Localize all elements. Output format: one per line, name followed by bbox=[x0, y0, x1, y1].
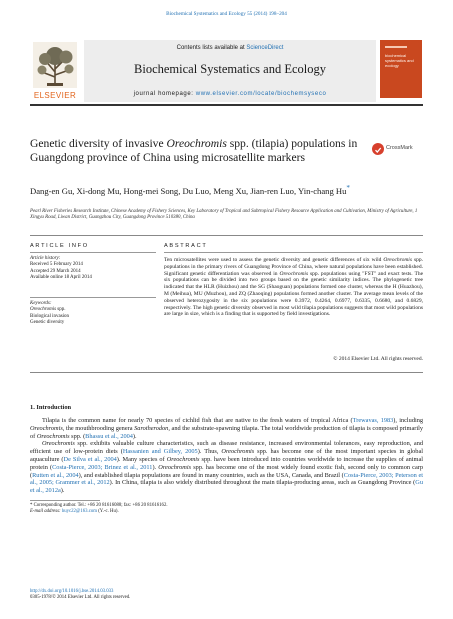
introduction-heading: 1. Introduction bbox=[30, 404, 72, 411]
citation-link[interactable]: Gu et al., 2012a bbox=[30, 479, 423, 495]
text: ). bbox=[60, 487, 65, 495]
citation-link[interactable]: Costa-Pierce, 2003; Brinez et al., 2011 bbox=[52, 463, 153, 471]
email-link[interactable]: huyc22@163.com bbox=[61, 509, 98, 514]
citation-link[interactable]: Bhassu et al., 2004 bbox=[85, 432, 133, 440]
cover-text: biochemical systematics and ecology bbox=[385, 53, 414, 68]
keyword-item: Genetic diversity bbox=[30, 319, 65, 325]
masthead-rule bbox=[30, 104, 423, 106]
citation-link[interactable]: Trewavas, 1983 bbox=[352, 417, 394, 424]
keywords-label: Keywords: bbox=[30, 301, 52, 306]
text: ). Thus, bbox=[197, 448, 222, 456]
genus: Oreochromis bbox=[36, 432, 70, 440]
introduction-body bbox=[30, 417, 423, 495]
text: , the mouthbrooding genera bbox=[62, 424, 135, 432]
citation-link[interactable]: De Silva et al., 2004 bbox=[63, 455, 117, 463]
genus: Oreochromis bbox=[30, 424, 63, 432]
footnote bbox=[30, 503, 423, 515]
text: spp. ( bbox=[69, 432, 86, 440]
article-info-heading: ARTICLE INFO bbox=[30, 243, 89, 249]
text: ). In China, tilapia is also widely distributed throughout the main tilapia-producing areas, such as Guangdong Province ( bbox=[109, 479, 416, 487]
email-suffix: (Y.-c. Hu). bbox=[97, 509, 119, 514]
sciencedirect-link[interactable]: ScienceDirect bbox=[246, 45, 284, 51]
doi-link[interactable]: http://dx.doi.org/10.1016/j.bse.2014.03.033 bbox=[30, 589, 114, 594]
keywords bbox=[30, 301, 156, 326]
crossmark-button[interactable] bbox=[372, 142, 422, 156]
email-line bbox=[30, 509, 423, 515]
history-online: Available online 18 April 2014 bbox=[30, 274, 92, 280]
elsevier-logo[interactable] bbox=[30, 40, 80, 102]
abstract-genus-1: Oreochromis bbox=[383, 257, 412, 263]
text: ). bbox=[152, 463, 159, 471]
citation-link[interactable]: Costa-Pierce, 2003; Peterson et al., 2005; Grammer et al., 2012 bbox=[30, 471, 423, 487]
authors-text: Dang-en Gu, Xi-dong Mu, Hong-mei Song, Du Luo, Meng Xu, Jian-ren Luo, Yin-chang Hu bbox=[30, 185, 347, 196]
genus: Oreochromis bbox=[166, 455, 200, 463]
text: spp. has become one of the most important species in global aquaculture ( bbox=[30, 448, 423, 463]
abstract-genus-2: Oreochromis bbox=[279, 270, 309, 277]
affiliation: Pearl River Fisheries Research Institute, Chinese Academy of Fishery Sciences, Key Laboratory of Tropical and Subtropical Fishery Resource Application and Cultivation, Ministry of Agriculture, 1 Xingyu Road, Liwan District, Guangzhou City, Guangdong Province 510380, China bbox=[30, 209, 418, 221]
keyword-rest: spp. bbox=[56, 307, 66, 313]
homepage-link[interactable]: www.elsevier.com/locate/biochemsyseco bbox=[195, 91, 327, 97]
title-part2: spp. (tilapia) populations in Guangdong province of China using microsatellite markers bbox=[30, 137, 358, 165]
text: spp. have been introduced into countries worldwide to increase the supplies of animal protein ( bbox=[30, 455, 423, 471]
text: ), and established tilapia populations are found in many countries, such as the USA, Canada, and Brazil ( bbox=[78, 471, 344, 479]
article-info-rule bbox=[30, 252, 156, 253]
issn-line: 0305-1978/© 2014 Elsevier Ltd. All rights reserved. bbox=[30, 595, 131, 600]
text: ), including bbox=[393, 417, 424, 424]
keywords-rule bbox=[30, 297, 156, 298]
abstract-s3: spp. populations using "FST" and exact tests. The six populations can be divided into two groups based on the genetic similarity indices. The phylogenetic tree indicated that the HLR (Huizhou) and the SG (Shaoguan) populations formed one cluster, whereas the H (Huazhou), M (Meihua), MU (Muzhou), and ZQ (Zhaoqing) populations formed another cluster. The average mean levels of the observed heterozygosity in the six populations were 0.3972, 0.4264, 0.6977, 0.6335, 0.6680, and 0.6829, respectively. The high genetic diversity observed in most wild tilapia populations suggests that most wild populations are large in size, which is a finding that is supported by field investigations. bbox=[164, 270, 424, 318]
history-accepted: Accepted 29 March 2014 bbox=[30, 268, 81, 274]
abstract-s1: Ten microsatellites were used to assess the genetic diversity and genetic differences of six wild bbox=[164, 257, 384, 263]
publisher-name: ELSEVIER bbox=[33, 91, 77, 100]
contents-prefix: Contents lists available at bbox=[176, 45, 247, 51]
corresponding-author-note: * Corresponding author. Tel.: +86 20 81616088; fax: +86 20 81616162. bbox=[30, 503, 168, 508]
abstract-text bbox=[164, 257, 423, 318]
info-top-rule bbox=[30, 235, 423, 236]
citation-link[interactable]: Hassanien and Gilbey, 2005 bbox=[122, 448, 198, 456]
abstract-copyright: © 2014 Elsevier Ltd. All rights reserved. bbox=[333, 356, 423, 362]
intro-paragraph-2 bbox=[30, 440, 423, 495]
abstract-s2: spp. populations in the primary rivers of Guangdong Province of China, where natural populations have been established. Significant genetic differentiation was observed in bbox=[164, 257, 423, 277]
text: ). Many species of bbox=[116, 455, 167, 463]
doi-block bbox=[30, 589, 423, 601]
text: , and the substrate-spawning tilapia. The total worldwide production of tilapia is composed primarily of bbox=[30, 424, 423, 440]
keyword-genus: Oreochromis bbox=[30, 307, 57, 313]
abstract-end-rule bbox=[30, 372, 423, 373]
history-label: Article history: bbox=[30, 256, 61, 261]
text: ). bbox=[132, 432, 137, 440]
genus: Oreochromis bbox=[221, 448, 255, 456]
title-part1: Genetic diversity of invasive bbox=[30, 137, 167, 150]
running-head[interactable]: Biochemical Systematics and Ecology 55 (2014) 198–204 bbox=[166, 11, 287, 17]
history-received: Received 5 February 2014 bbox=[30, 262, 83, 268]
author-list bbox=[30, 183, 390, 197]
crossmark-label: CrossMark bbox=[386, 145, 413, 151]
abstract-rule bbox=[164, 252, 423, 253]
article-history bbox=[30, 256, 156, 281]
contents-line bbox=[84, 45, 376, 51]
title-genus: Oreochromis bbox=[166, 137, 227, 150]
citation-link[interactable]: Rutten et al., 2004 bbox=[32, 471, 79, 479]
crossmark-icon bbox=[372, 143, 384, 155]
cover-stripe bbox=[385, 46, 407, 48]
corresponding-author-mark[interactable]: * bbox=[346, 184, 350, 192]
text: spp. has become one of the most widely found exotic fish, second only to common carp ( bbox=[30, 463, 423, 479]
abstract-heading: ABSTRACT bbox=[164, 243, 208, 249]
article-title bbox=[30, 137, 365, 165]
email-label: E-mail address: bbox=[30, 509, 62, 514]
text: Tilapia is the common name for nearly 70 species of cichlid fish that are native to the fresh waters of tropical Africa ( bbox=[42, 417, 353, 424]
journal-masthead bbox=[30, 40, 422, 102]
intro-paragraph-1 bbox=[30, 417, 423, 440]
journal-title[interactable]: Biochemical Systematics and Ecology bbox=[134, 62, 326, 76]
journal-cover-thumbnail[interactable] bbox=[380, 40, 422, 98]
footnote-rule bbox=[30, 500, 100, 501]
homepage-prefix: journal homepage: bbox=[133, 91, 196, 97]
genus: Oreochromis bbox=[158, 463, 192, 471]
keyword-item: Biological invasion bbox=[30, 313, 70, 319]
journal-homepage bbox=[84, 91, 376, 97]
masthead-banner bbox=[84, 40, 376, 102]
genus: Sarotherodon bbox=[134, 424, 169, 432]
genus: Oreochromis bbox=[42, 440, 75, 448]
elsevier-tree-icon bbox=[33, 42, 77, 88]
text: spp. exhibits valuable culture characteristics, such as disease resistance, increased environmental tolerances, easy reproduction, and efficient use of low-protein diets ( bbox=[30, 440, 423, 456]
